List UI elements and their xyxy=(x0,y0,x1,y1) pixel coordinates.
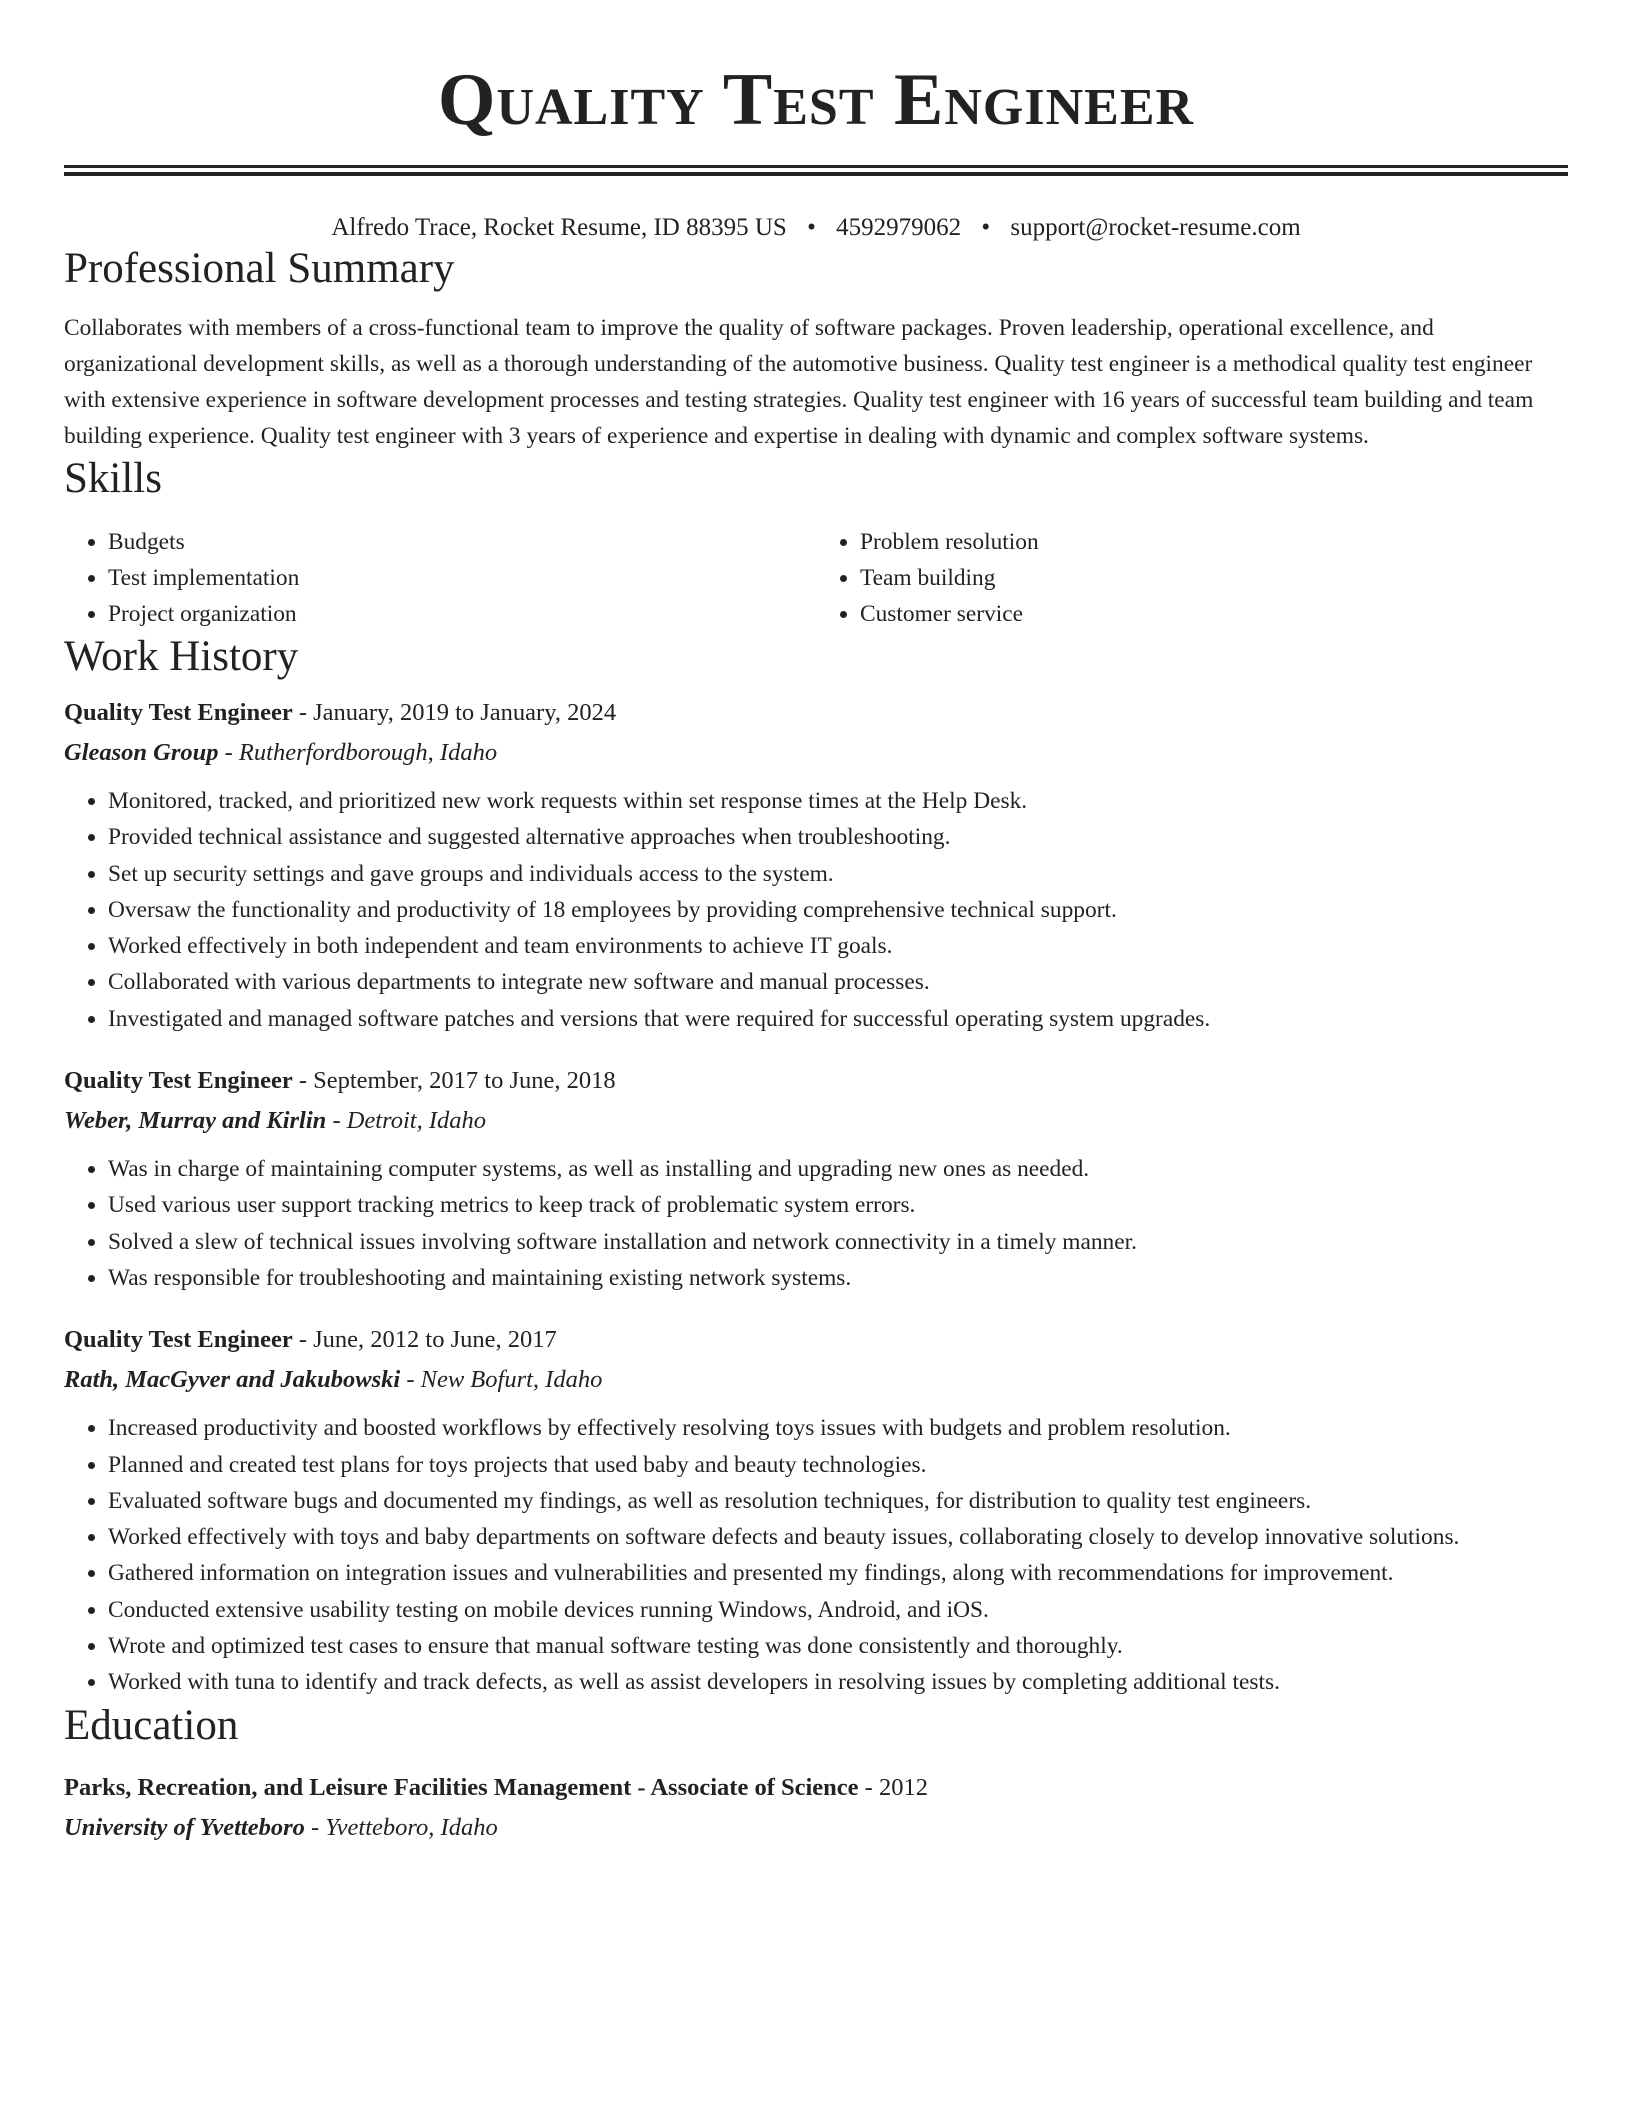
contact-email: support@rocket-resume.com xyxy=(1010,214,1301,241)
skills-heading: Skills xyxy=(64,455,162,502)
job-title: Quality Test Engineer xyxy=(64,1326,293,1354)
skill-item: • Test implementation xyxy=(108,560,816,596)
job-title: Quality Test Engineer xyxy=(64,1067,293,1095)
duty-item: • Was responsible for troubleshooting and maintaining existing network systems. xyxy=(108,1260,1568,1296)
job-title: Quality Test Engineer xyxy=(64,699,293,726)
contact-address: Alfredo Trace, Rocket Resume, ID 88395 US xyxy=(331,214,787,241)
job-dates: - June, 2012 to June, 2017 xyxy=(292,1326,557,1354)
skill-item: • Project organization xyxy=(108,596,816,632)
duty-item: • Investigated and managed software patches and versions that were required for successful operating system upgrades. xyxy=(108,1001,1568,1037)
duty-item: • Increased productivity and boosted workflows by effectively resolving toys issues with budgets and problem resolution. xyxy=(108,1410,1568,1446)
duty-item: • Collaborated with various departments to integrate new software and manual processes. xyxy=(108,964,1568,1000)
education-year: - 2012 xyxy=(858,1773,928,1801)
job-entry xyxy=(64,1320,1568,1700)
education-entry xyxy=(64,1768,1568,1848)
duty-item: • Evaluated software bugs and documented my findings, as well as resolution techniques, for distribution to quality test engineers. xyxy=(108,1483,1568,1519)
job-location: - Rutherfordborough, Idaho xyxy=(218,739,498,766)
skill-item: • Problem resolution xyxy=(860,524,1568,560)
job-duties xyxy=(64,783,1568,1037)
summary-heading: Professional Summary xyxy=(64,245,455,292)
job-title-line xyxy=(64,1320,1568,1360)
job-duties xyxy=(64,1151,1568,1296)
duty-item: • Worked with tuna to identify and track defects, as well as assist developers in resolving issues by completing additional tests. xyxy=(108,1664,1568,1700)
skills-list xyxy=(64,524,1568,632)
job-entry xyxy=(64,1061,1568,1296)
duty-item: • Planned and created test plans for toys projects that used baby and beauty technologies. xyxy=(108,1447,1568,1483)
education-degree: Parks, Recreation, and Leisure Facilities Management - Associate of Science xyxy=(64,1773,859,1801)
contact-separator: • xyxy=(807,214,816,241)
contact-phone: 4592979062 xyxy=(836,214,962,241)
job-company: Gleason Group xyxy=(64,739,219,766)
job-location: - New Bofurt, Idaho xyxy=(400,1366,603,1394)
duty-item: • Monitored, tracked, and prioritized new work requests within set response times at the Help Desk. xyxy=(108,783,1568,819)
education-degree-line xyxy=(64,1768,1568,1808)
job-title-line xyxy=(64,1061,1568,1101)
duty-item: • Worked effectively with toys and baby departments on software defects and beauty issues, collaborating closely to develop innovative solutions. xyxy=(108,1519,1568,1555)
skill-item: • Team building xyxy=(860,560,1568,596)
education-heading: Education xyxy=(64,1701,239,1749)
duty-item: • Gathered information on integration issues and vulnerabilities and presented my findings, along with recommendations for improvement. xyxy=(108,1555,1568,1591)
duty-item: • Wrote and optimized test cases to ensure that manual software testing was done consistently and thoroughly. xyxy=(108,1628,1568,1664)
job-duties xyxy=(64,1410,1568,1700)
resume-title: Quality Test Engineer xyxy=(437,59,1195,141)
job-entry xyxy=(64,693,1568,1037)
job-company-line xyxy=(64,1360,1568,1400)
contact-separator: • xyxy=(981,214,991,241)
title-divider xyxy=(64,165,1568,176)
education-school: University of Yvetteboro xyxy=(64,1813,305,1841)
duty-item: • Set up security settings and gave groups and individuals access to the system. xyxy=(108,856,1568,892)
education-school-line xyxy=(64,1808,1568,1848)
contact-line xyxy=(64,212,1568,244)
job-company: Rath, MacGyver and Jakubowski xyxy=(64,1366,401,1394)
job-title-line xyxy=(64,693,1568,733)
job-dates: - September, 2017 to June, 2018 xyxy=(292,1067,616,1095)
job-location: - Detroit, Idaho xyxy=(326,1107,486,1135)
duty-item: • Oversaw the functionality and productivity of 18 employees by providing comprehensive technical support. xyxy=(108,892,1568,928)
duty-item: • Conducted extensive usability testing on mobile devices running Windows, Android, and iOS. xyxy=(108,1592,1568,1628)
skills-column-left xyxy=(64,524,816,632)
summary-text: Collaborates with members of a cross-functional team to improve the quality of software packages. Proven leadership, operational excellence, and organizational development skills, as well as a thorough understanding of the automotive business. Quality test engineer is a methodical quality test engineer with extensive experience in software development processes and testing strategies. Quality test engineer with 16 years of successful team building and team building experience. Quality test engineer with 3 years of experience and expertise in dealing with dynamic and complex software systems. xyxy=(64,315,1534,449)
duty-item: • Worked effectively in both independent and team environments to achieve IT goals. xyxy=(108,928,1568,964)
skills-column-right xyxy=(816,524,1568,632)
job-dates: - January, 2019 to January, 2024 xyxy=(292,699,617,726)
job-company: Weber, Murray and Kirlin xyxy=(64,1107,327,1135)
work-history-heading: Work History xyxy=(64,633,299,680)
duty-item: • Used various user support tracking metrics to keep track of problematic system errors. xyxy=(108,1187,1568,1223)
skill-item: • Budgets xyxy=(108,524,816,560)
education-location: - Yvetteboro, Idaho xyxy=(304,1813,498,1841)
skill-item: • Customer service xyxy=(860,596,1568,632)
duty-item: • Was in charge of maintaining computer systems, as well as installing and upgrading new ones as needed. xyxy=(108,1151,1568,1187)
duty-item: • Provided technical assistance and suggested alternative approaches when troubleshooting. xyxy=(108,819,1568,855)
duty-item: • Solved a slew of technical issues involving software installation and network connectivity in a timely manner. xyxy=(108,1224,1568,1260)
job-company-line xyxy=(64,733,1568,773)
job-company-line xyxy=(64,1101,1568,1141)
